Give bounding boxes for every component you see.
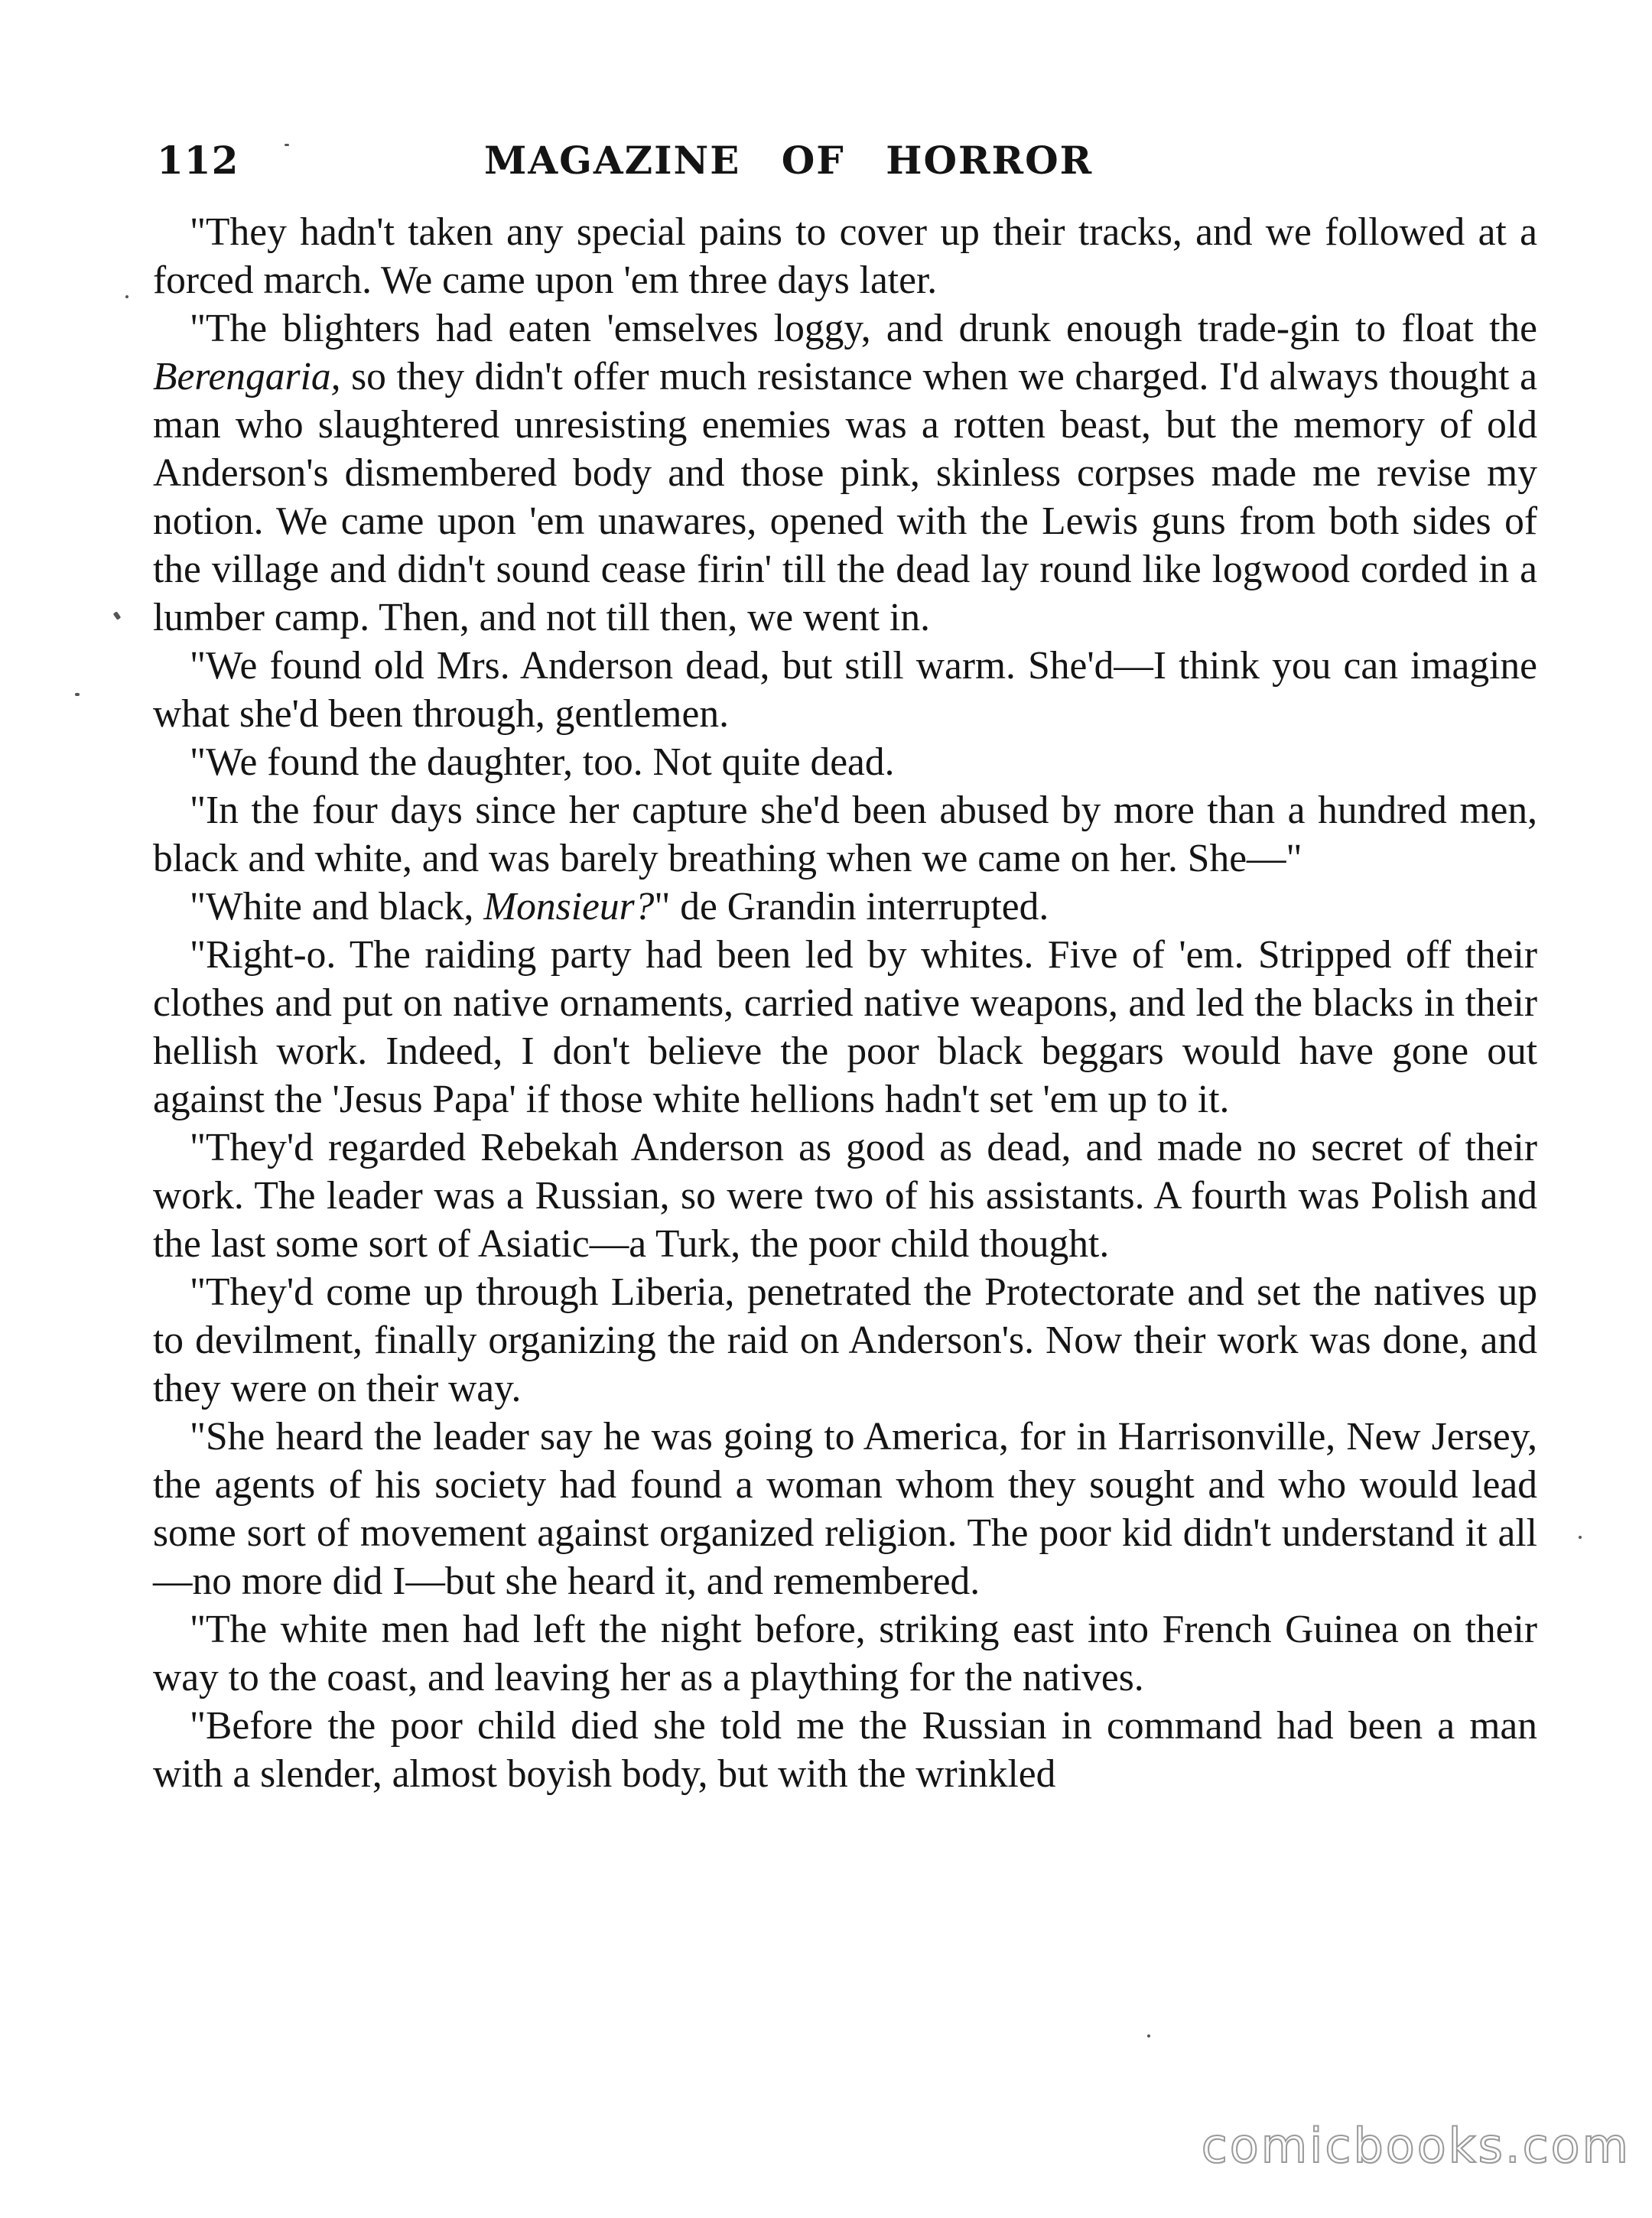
paragraph-text: "They hadn't taken any special pains to cover up their tracks, and we followed at a forced march. We came upon 'em three days later. <box>153 210 1537 302</box>
page-header <box>157 138 1533 199</box>
paragraph-text: so they didn't offer much resistance when we charged. I'd always thought a man who slaughtered unresisting enemies was a rotten beast, but the memory of old Anderson's dismembered body and those pink, skinless corpses made me revise my notion. We came upon 'em unawares, opened with the Lewis guns from both sides of the village and didn't sound cease firin' till the dead lay round like logwood corded in a lumber camp. Then, and not till then, we went in. <box>153 355 1537 639</box>
paragraph-text: "She heard the leader say he was going to America, for in Harrisonville, New Jersey, the agents of his society had found a woman whom they sought and who would lead some sort of movement against organized religion. The poor kid didn't understand it all—no more did I—but she heard it, and remembered. <box>153 1415 1537 1603</box>
paragraph-text: "The white men had left the night before, striking east into French Guinea on their way to the coast, and leaving her as a plaything for the natives. <box>153 1608 1537 1699</box>
paragraph-text: "In the four days since her capture she'd been abused by more than a hundred men, black and white, and was barely breathing when we came on her. She—" <box>153 789 1537 880</box>
scan-speck <box>1147 2034 1150 2038</box>
paragraph-9 <box>153 1268 1537 1413</box>
paragraph-text: "They'd regarded Rebekah Anderson as good as dead, and made no secret of their work. The leader was a Russian, so were two of his assistants. A fourth was Polish and the last some sort of Asiatic—a Turk, the poor child thought. <box>153 1126 1537 1266</box>
italic-text: Monsieur? <box>483 885 655 929</box>
scan-speck <box>125 295 128 298</box>
paragraph-12 <box>153 1702 1537 1798</box>
paragraph-text: "White and black, <box>190 885 484 929</box>
paragraph-5 <box>153 786 1537 883</box>
paragraph-4 <box>153 738 1537 786</box>
page-number: 112 <box>157 138 239 183</box>
paragraph-text: "They'd come up through Liberia, penetrated the Protectorate and set the natives up to devilment, finally organizing the raid on Anderson's. Now their work was done, and they were on their way. <box>153 1270 1537 1410</box>
scan-speck <box>285 144 289 146</box>
paragraph-text: "The blighters had eaten 'emselves loggy, and drunk enough trade-gin to float the <box>190 307 1537 350</box>
paragraph-text: " de Grandin interrupted. <box>654 885 1049 929</box>
paragraph-2 <box>153 304 1537 642</box>
paragraph-8 <box>153 1124 1537 1268</box>
running-title: MAGAZINE OF HORROR <box>484 138 1094 183</box>
paragraph-6 <box>153 883 1537 931</box>
paragraph-3 <box>153 642 1537 738</box>
scan-speck <box>75 693 80 696</box>
scan-speck <box>113 611 122 620</box>
italic-text: Berengaria, <box>153 355 341 398</box>
paragraph-text: "We found the daughter, too. Not quite dead. <box>190 740 895 784</box>
scan-speck <box>1579 1536 1582 1539</box>
watermark-logo: comicbooks.com <box>1201 2118 1631 2174</box>
paragraph-text: "Right-o. The raiding party had been led by whites. Five of 'em. Stripped off their clothes and put on native ornaments, carried native weapons, and led the blacks in their hellish work. Indeed, I don't believe the poor black beggars would have gone out against the 'Jesus Papa' if those white hellions hadn't set 'em up to it. <box>153 933 1537 1121</box>
paragraph-1 <box>153 208 1537 304</box>
paragraph-7 <box>153 931 1537 1124</box>
body-text <box>153 208 1537 1798</box>
paragraph-text: "Before the poor child died she told me the Russian in command had been a man with a slender, almost boyish body, but with the wrinkled <box>153 1704 1537 1796</box>
paragraph-11 <box>153 1605 1537 1702</box>
paragraph-text: "We found old Mrs. Anderson dead, but still warm. She'd—I think you can imagine what she'd been through, gentlemen. <box>153 644 1537 736</box>
paragraph-10 <box>153 1413 1537 1605</box>
